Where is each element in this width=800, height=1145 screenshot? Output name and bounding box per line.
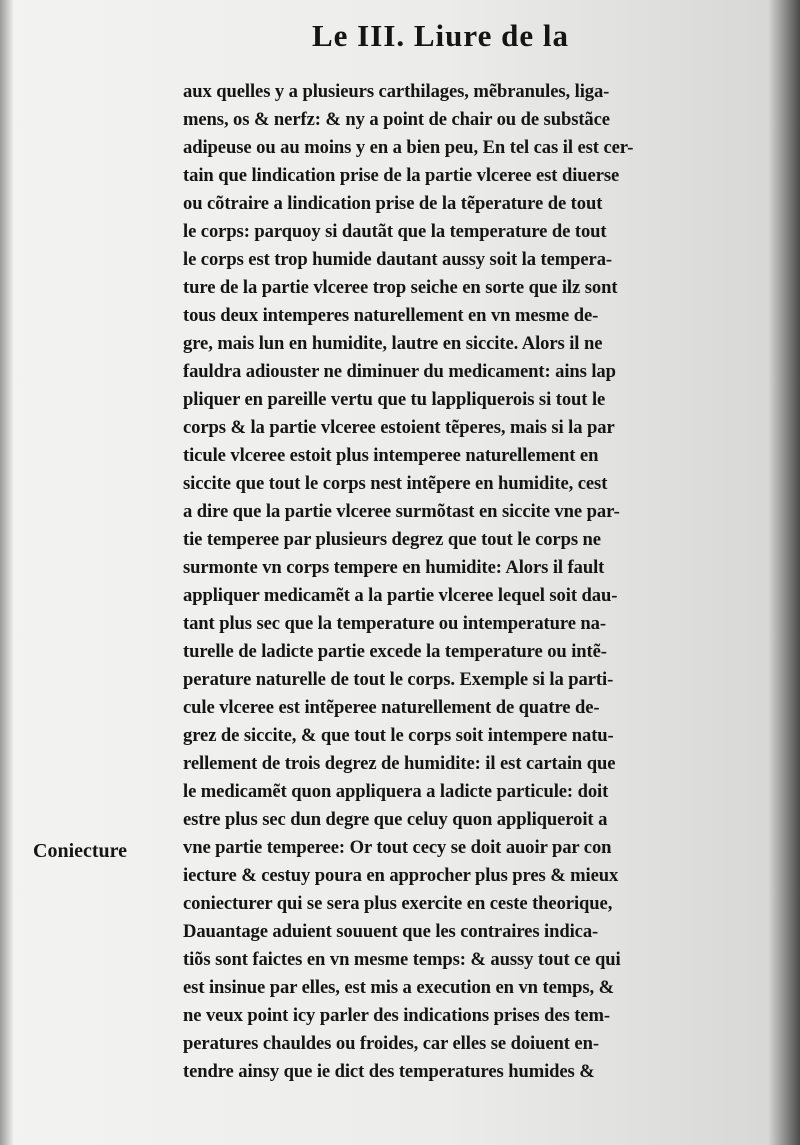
text-line: adipeuse ou au moins y en a bien peu, En tel cas il est cer-: [183, 137, 634, 158]
text-line: tous deux intemperes naturellement en vn mesme de-: [183, 305, 599, 326]
main-text-block: [183, 78, 783, 1086]
text-line: est insinue par elles, est mis a execution en vn temps, &: [183, 977, 615, 998]
text-line: coniecturer qui se sera plus exercite en ceste theorique,: [183, 893, 613, 914]
text-line: corps & la partie vlceree estoient tẽperes, mais si la par: [183, 417, 615, 438]
text-line: estre plus sec dun degre que celuy quon appliqueroit a: [183, 809, 608, 830]
text-line: le medicamẽt quon appliquera a ladicte particule: doit: [183, 781, 609, 802]
text-line: fauldra adiouster ne diminuer du medicament: ains lap: [183, 361, 616, 382]
text-line: ou cõtraire a lindication prise de la tẽperature de tout: [183, 193, 603, 214]
text-line: surmonte vn corps tempere en humidite: Alors il fault: [183, 557, 605, 578]
text-line: siccite que tout le corps nest intẽpere en humidite, cest: [183, 473, 608, 494]
text-line: peratures chauldes ou froides, car elles se doiuent en-: [183, 1033, 599, 1054]
text-line: Dauantage aduient souuent que les contraires indica-: [183, 921, 599, 942]
text-line: le corps est trop humide dautant aussy soit la tempera-: [183, 249, 613, 270]
text-line: turelle de ladicte partie excede la temperature ou intẽ-: [183, 641, 607, 662]
text-line: cule vlceree est intẽperee naturellement de quatre de-: [183, 697, 600, 718]
text-line: ne veux point icy parler des indications prises des tem-: [183, 1005, 610, 1026]
text-line: iecture & cestuy poura en approcher plus pres & mieux: [183, 865, 619, 886]
text-line: le corps: parquoy si dautãt que la temperature de tout: [183, 221, 607, 242]
text-line: aux quelles y a plusieurs carthilages, mẽbranules, liga-: [183, 81, 610, 102]
text-line: vne partie temperee: Or tout cecy se doit auoir par con: [183, 837, 612, 858]
text-line: tant plus sec que la temperature ou intemperature na-: [183, 613, 606, 634]
text-line: mens, os & nerfz: & ny a point de chair ou de substãce: [183, 109, 610, 130]
text-line: tain que lindication prise de la partie vlceree est diuerse: [183, 165, 620, 186]
text-line: a dire que la partie vlceree surmõtast en siccite vne par-: [183, 501, 620, 522]
running-head: Le III. Liure de la: [312, 18, 569, 53]
text-line: gre, mais lun en humidite, lautre en siccite. Alors il ne: [183, 333, 603, 354]
text-line: tie temperee par plusieurs degrez que tout le corps ne: [183, 529, 601, 550]
text-line: appliquer medicamẽt a la partie vlceree lequel soit dau-: [183, 585, 618, 606]
text-line: rellement de trois degrez de humidite: il est cartain que: [183, 753, 616, 774]
text-line: pliquer en pareille vertu que tu lappliquerois si tout le: [183, 389, 606, 410]
text-line: tendre ainsy que ie dict des temperatures humides &: [183, 1061, 595, 1082]
text-line: perature naturelle de tout le corps. Exemple si la parti-: [183, 669, 614, 690]
page-gutter-shadow: [0, 0, 14, 1145]
text-line: ticule vlceree estoit plus intemperee naturellement en: [183, 445, 599, 466]
text-line: grez de siccite, & que tout le corps soit intempere natu-: [183, 725, 614, 746]
text-line: ture de la partie vlceree trop seiche en sorte que ilz sont: [183, 277, 618, 298]
text-line: tiõs sont faictes en vn mesme temps: & aussy tout ce qui: [183, 949, 621, 970]
margin-note: Coniecture: [33, 840, 128, 862]
